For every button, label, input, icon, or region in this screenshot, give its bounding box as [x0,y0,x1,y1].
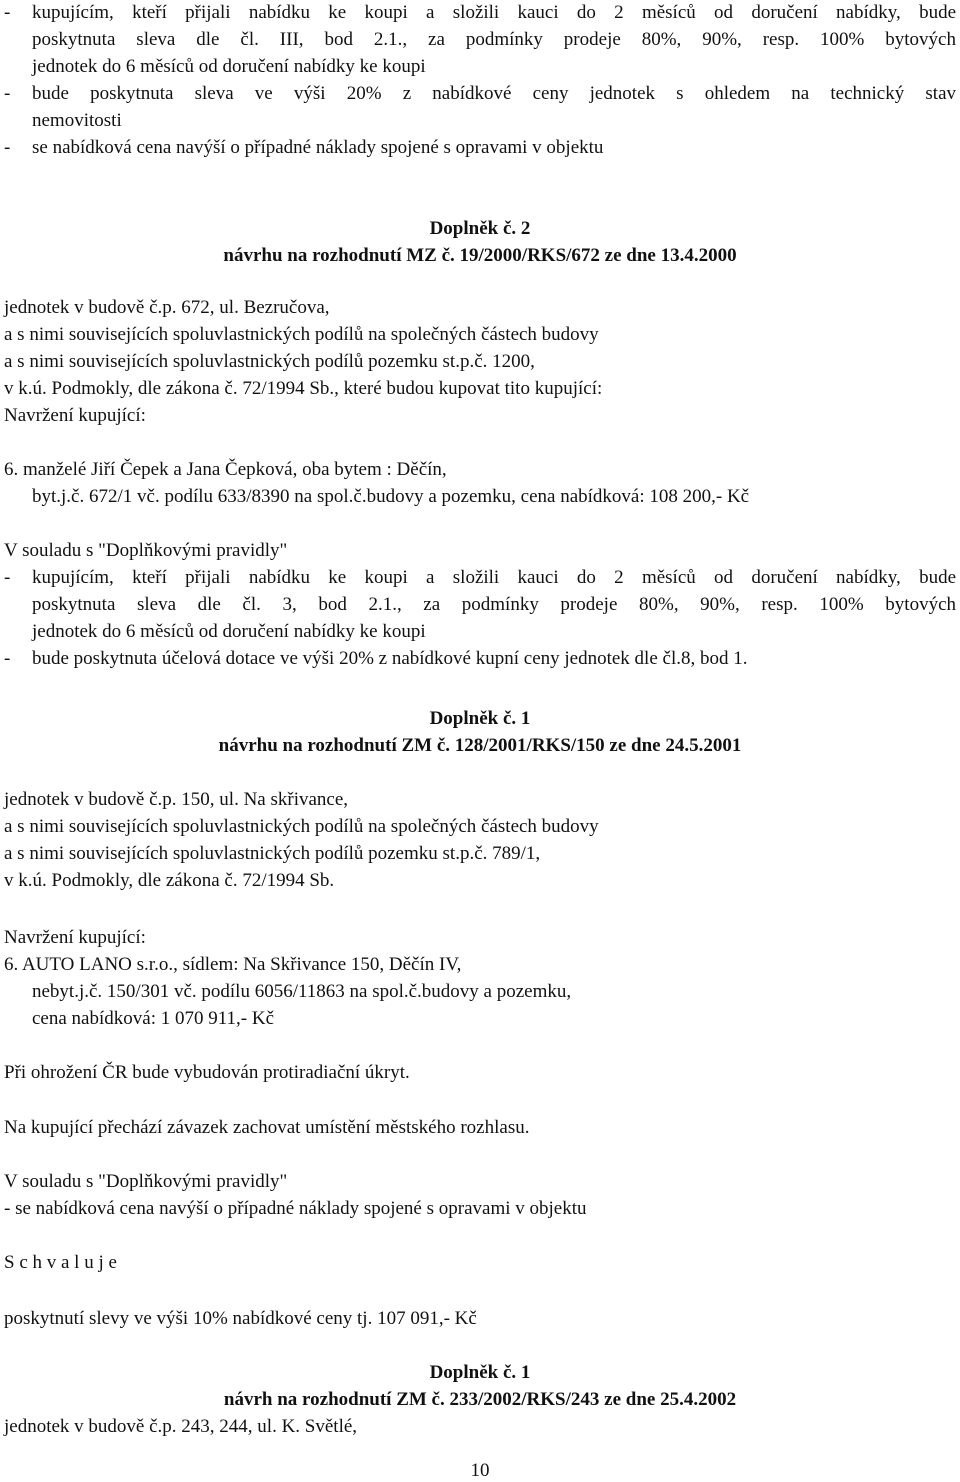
section1-bullet1-line1: kupujícím, kteří přijali nabídku ke koupi a složili kauci do 2 měsíců od doručení nabídky, bude [32,567,956,588]
section1-proposed-buyers: Navržení kupující: [4,405,146,426]
section2-heading: Doplněk č. 1 [429,708,531,729]
section1-buyer-line1: 6. manželé Jiří Čepek a Jana Čepková, oba bytem : Děčín, [4,459,447,480]
section2-rules-intro: V souladu s "Doplňkovými pravidly" [4,1171,288,1192]
section1-share-line2: a s nimi souvisejících spoluvlastnických podílů pozemku st.p.č. 1200, [4,351,535,372]
section2-approves: S c h v a l u j e [4,1252,117,1273]
section3-subheading: návrh na rozhodnutí ZM č. 233/2002/RKS/243 ze dne 25.4.2002 [223,1389,737,1410]
section1-heading: Doplněk č. 2 [429,218,531,239]
top-bullet3: se nabídková cena navýší o případné náklady spojené s opravami v objektu [32,137,604,158]
bullet-dash: - [4,137,11,158]
section2-subheading: návrhu na rozhodnutí ZM č. 128/2001/RKS/150 ze dne 24.5.2001 [218,735,742,756]
top-bullet1-line1: kupujícím, kteří přijali nabídku ke koupi a složili kauci do 2 měsíců od doručení nabídky, bude [32,2,956,23]
bullet-dash: - [4,2,11,23]
section2-discount: poskytnutí slevy ve výši 10% nabídkové ceny tj. 107 091,- Kč [4,1308,477,1329]
section2-radio-note: Na kupující přechází závazek zachovat umístění městského rozhlasu. [4,1117,530,1138]
section2-share-line1: a s nimi souvisejících spoluvlastnických podílů na společných částech budovy [4,816,599,837]
bullet-dash: - [4,567,11,588]
section1-rules-intro: V souladu s "Doplňkovými pravidly" [4,540,288,561]
section1-bullet2: bude poskytnuta účelová dotace ve výši 20% z nabídkové kupní ceny jednotek dle čl.8, bod 1. [32,648,748,669]
section1-bullet1-line3: jednotek do 6 měsíců od doručení nabídky ke koupi [32,621,426,642]
section2-buyer-line3: cena nabídková: 1 070 911,- Kč [32,1008,274,1029]
top-bullet2-line2: nemovitosti [32,110,122,131]
section2-shelter-note: Při ohrožení ČR bude vybudován protiradiační úkryt. [4,1062,410,1083]
section3-heading: Doplněk č. 1 [429,1362,531,1383]
section2-law-line: v k.ú. Podmokly, dle zákona č. 72/1994 Sb. [4,870,335,891]
top-bullet1-line2: poskytnuta sleva dle čl. III, bod 2.1., za podmínky prodeje 80%, 90%, resp. 100% bytových [32,29,956,50]
section1-unit-line: jednotek v budově č.p. 672, ul. Bezručova, [4,297,330,318]
top-bullet2-line1: bude poskytnuta sleva ve výši 20% z nabídkové ceny jednotek s ohledem na technický stav [32,83,956,104]
top-bullet1-line3: jednotek do 6 měsíců od doručení nabídky ke koupi [32,56,426,77]
bullet-dash: - [4,648,11,669]
section2-rules-bullet: - se nabídková cena navýší o případné náklady spojené s opravami v objektu [4,1198,587,1219]
section1-buyer-line2: byt.j.č. 672/1 vč. podílu 633/8390 na spol.č.budovy a pozemku, cena nabídková: 108 200,- Kč [32,486,750,507]
section2-unit-line: jednotek v budově č.p. 150, ul. Na skřivance, [4,789,349,810]
section2-buyer-line2: nebyt.j.č. 150/301 vč. podílu 6056/11863 na spol.č.budovy a pozemku, [32,981,572,1002]
bullet-dash: - [4,83,11,104]
section2-share-line2: a s nimi souvisejících spoluvlastnických podílů pozemku st.p.č. 789/1, [4,843,541,864]
section1-law-line: v k.ú. Podmokly, dle zákona č. 72/1994 Sb., které budou kupovat tito kupující: [4,378,603,399]
section1-subheading: návrhu na rozhodnutí MZ č. 19/2000/RKS/672 ze dne 13.4.2000 [223,245,737,266]
section1-bullet1-line2: poskytnuta sleva dle čl. 3, bod 2.1., za podmínky prodeje 80%, 90%, resp. 100% bytových [32,594,956,615]
section2-buyer-line1: 6. AUTO LANO s.r.o., sídlem: Na Skřivance 150, Děčín IV, [4,954,462,975]
section1-share-line1: a s nimi souvisejících spoluvlastnických podílů na společných částech budovy [4,324,599,345]
section3-unit-line: jednotek v budově č.p. 243, 244, ul. K. Světlé, [4,1416,358,1437]
section2-proposed-buyers: Navržení kupující: [4,927,146,948]
page-number: 10 [470,1460,490,1481]
